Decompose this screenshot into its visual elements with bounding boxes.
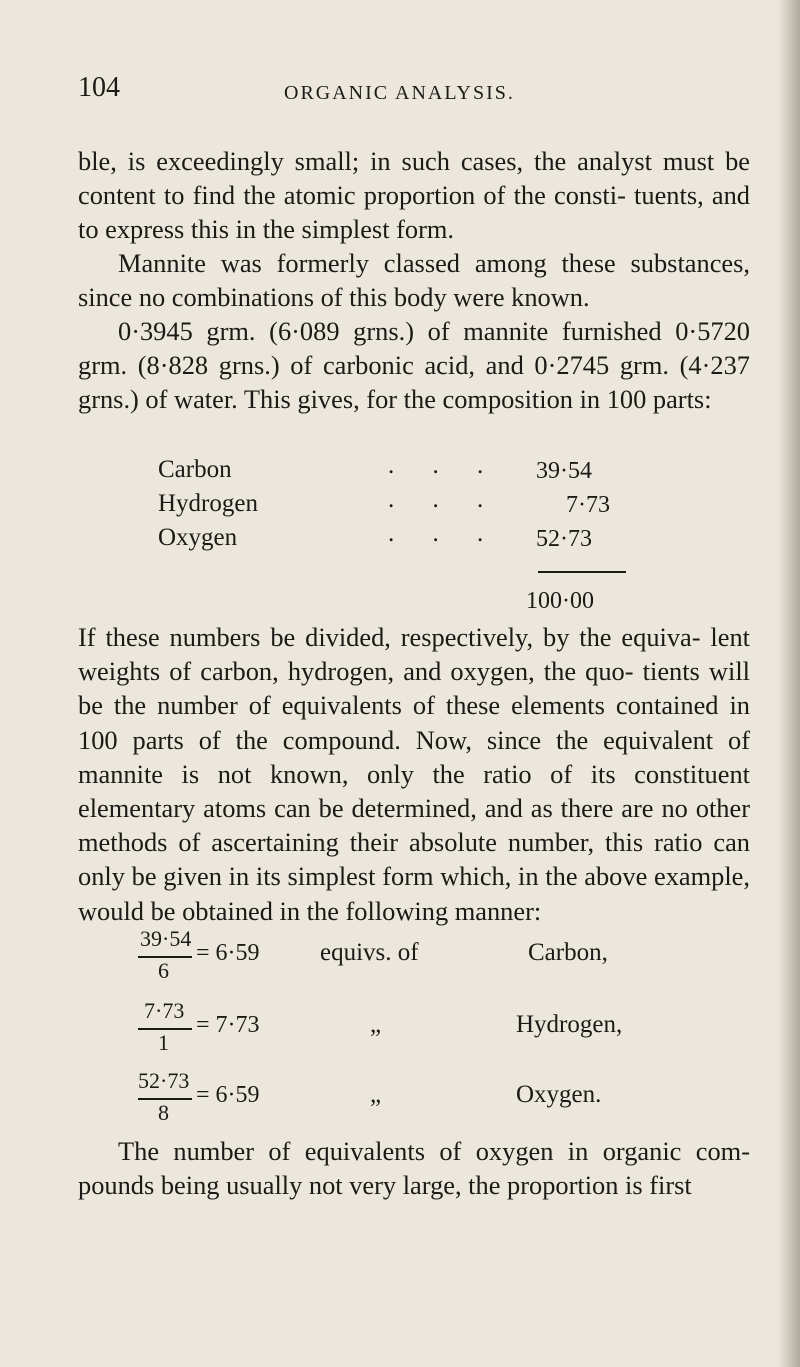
paragraph-5: The number of equivalents of oxygen in organic com- pounds being usually not very large, the proportion is first: [78, 1136, 750, 1201]
paragraph-3: 0·3945 grm. (6·089 grns.) of mannite furnished 0·5720 grm. (8·828 grns.) of carbonic acid, and 0·2745 grm. (4·237 grns.) of water. This gives, for the composition in 100 parts:: [78, 316, 750, 415]
page-number: 104: [78, 72, 120, 103]
paragraph-2: Mannite was formerly classed among these substances, since no combinations of this body were known.: [78, 248, 750, 313]
leader-dots: . . .: [388, 452, 500, 479]
element-label: Oxygen.: [516, 1081, 602, 1108]
element-label: Hydrogen,: [516, 1011, 623, 1038]
element-label: Carbon,: [528, 939, 608, 966]
total-value: 100·00: [526, 588, 594, 614]
numerator: 52·73: [138, 1068, 190, 1093]
leader-dots: . . .: [388, 520, 500, 547]
numerator: 39·54: [140, 926, 192, 951]
ditto-mark: „: [370, 1081, 382, 1108]
denominator: 1: [158, 1030, 169, 1055]
percent-value: 52·73: [536, 526, 592, 552]
unit-text: equivs. of: [320, 939, 419, 966]
denominator: 8: [158, 1100, 169, 1125]
ditto-mark: „: [370, 1011, 382, 1038]
element-name: Oxygen: [158, 524, 238, 551]
paragraph-4: If these numbers be divided, respectively, by the equiva- lent weights of carbon, hydrogen, and oxygen, the quo- tients will be the number of equivalents of these elements contained in 100 parts of the compound. Now, since the equivalent of mannite is not known, only the ratio of its constituent elementary atoms can be determined, and as there are no other methods of ascertaining their absolute number, this ratio can only be given in its simplest form which, in the above example, would be obtained in the following manner:: [78, 622, 750, 926]
leader-dots: . . .: [388, 486, 500, 513]
numerator: 7·73: [144, 998, 185, 1023]
page-edge-shadow: [778, 0, 800, 1367]
running-head: ORGANIC ANALYSIS.: [284, 82, 515, 104]
quotient: = 6·59: [196, 1082, 260, 1108]
element-name: Hydrogen: [158, 490, 258, 517]
paragraph-1: ble, is exceedingly small; in such cases, the analyst must be content to find the atomic proportion of the consti- tuents, and to express this in the simplest form.: [78, 146, 750, 245]
percent-value: 7·73: [566, 492, 610, 518]
quotient: = 7·73: [196, 1012, 260, 1038]
denominator: 6: [158, 958, 169, 983]
percent-value: 39·54: [536, 458, 592, 484]
sum-rule: [538, 571, 626, 573]
quotient: = 6·59: [196, 940, 260, 966]
element-name: Carbon: [158, 456, 232, 483]
